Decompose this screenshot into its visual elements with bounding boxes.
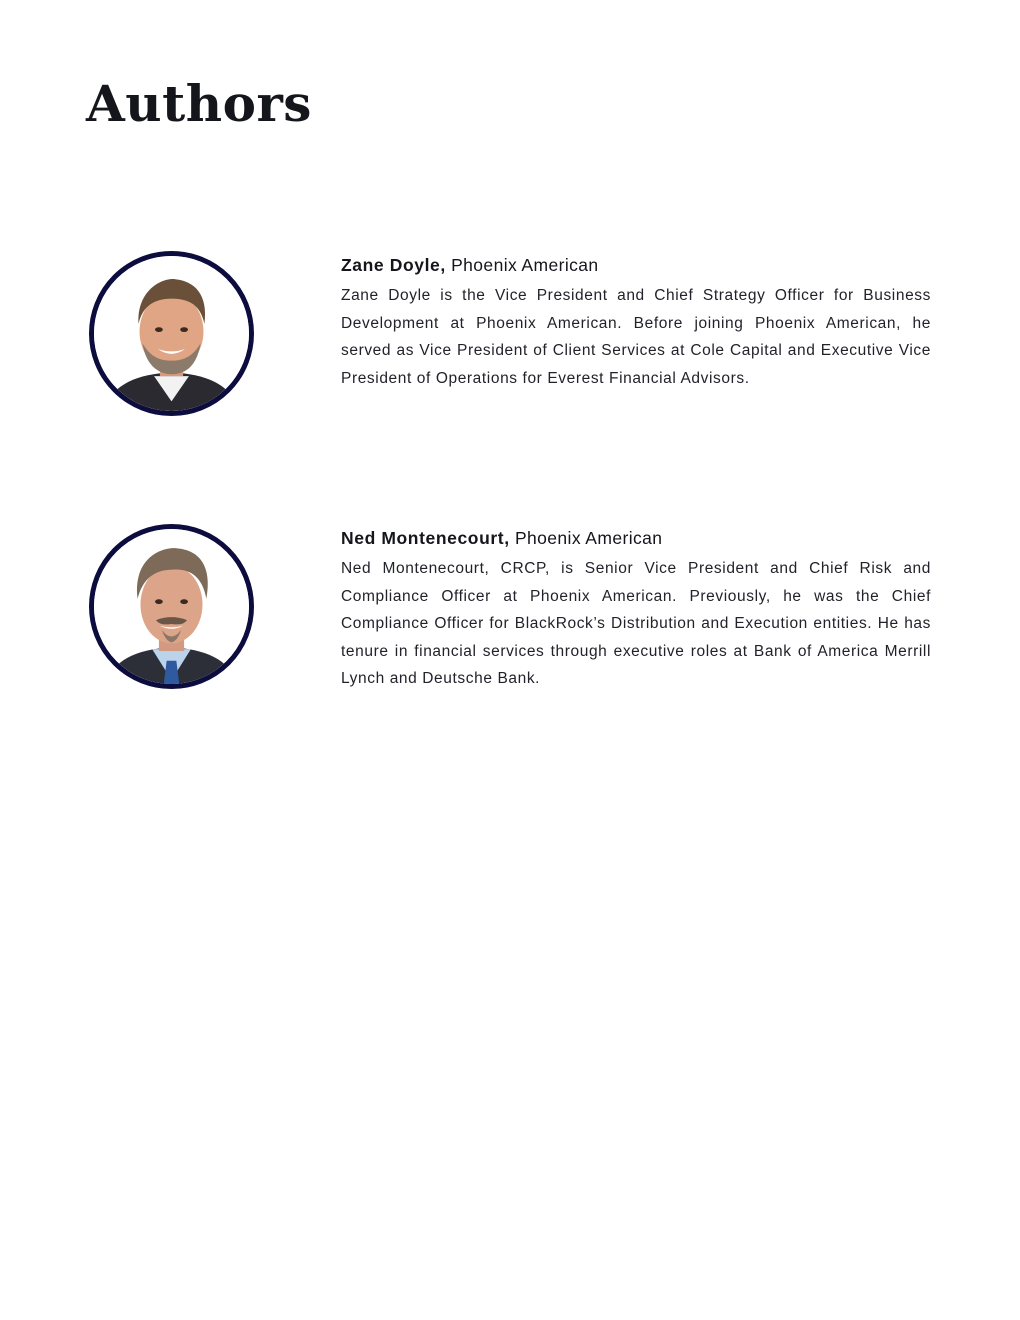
author-name: Ned Montenecourt, bbox=[341, 528, 510, 548]
author-photo bbox=[89, 524, 254, 689]
author-details bbox=[341, 253, 931, 392]
author-name: Zane Doyle, bbox=[341, 255, 446, 275]
author-heading bbox=[341, 526, 931, 550]
headshot-photo-icon bbox=[94, 256, 249, 411]
author-heading bbox=[341, 253, 931, 277]
author-photo bbox=[89, 251, 254, 416]
headshot-photo-icon bbox=[94, 529, 249, 684]
author-affiliation: Phoenix American bbox=[451, 255, 599, 275]
author-bio: Ned Montenecourt, CRCP, is Senior Vice President and Chief Risk and Compliance Officer at Phoenix American. Previously, he was the Chief Compliance Officer for BlackRock’s Distribution and Execution entities. He has tenure in financial services through executive roles at Bank of America Merrill Lynch and Deutsche Bank. bbox=[341, 560, 931, 687]
author-details bbox=[341, 526, 931, 693]
author-bio: Zane Doyle is the Vice President and Chief Strategy Officer for Business Development at Phoenix American. Before joining Phoenix American, he served as Vice President of Client Services at Cole Capital and Executive Vice President of Operations for Everest Financial Advisors. bbox=[341, 287, 931, 387]
page-title: Authors bbox=[86, 74, 312, 133]
author-affiliation: Phoenix American bbox=[514, 528, 663, 548]
